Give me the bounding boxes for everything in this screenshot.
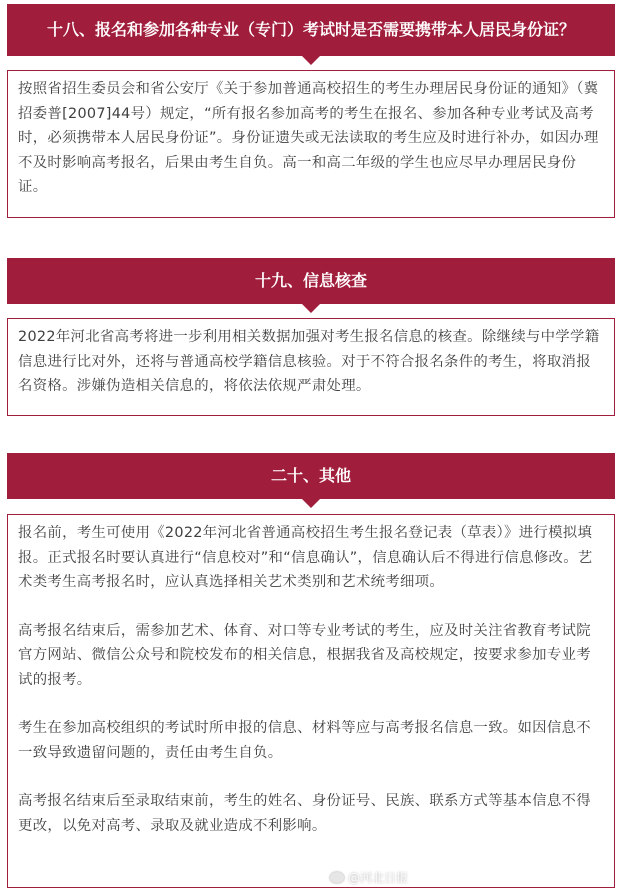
section-19-content [7,318,615,416]
section-20-header [7,453,615,499]
watermark-text: @河北日报 [347,871,408,885]
header-pointer [302,304,320,313]
paragraph: 报名前，考生可使用《2022年河北省普通高校招生考生报名登记表（草表）》进行模拟填报。正式报名时要认真进行“信息校对”和“信息确认”，信息确认后不得进行信息修改。艺术类考生高考报名时，应认真选择相关艺术类别和艺术统考细项。 [18,525,593,590]
section-19-title: 十九、信息核查 [254,271,367,290]
section-19-header [7,258,615,304]
section-18-title: 十八、报名和参加各种专业（专门）考试时是否需要携带本人居民身份证？ [46,20,575,39]
paragraph: 考生在参加高校组织的考试时所申报的信息、材料等应与高考报名信息一致。如因信息不一致导致遗留问题的，责任由考生自负。 [18,720,591,761]
header-pointer [302,499,320,508]
section-18-header [7,4,615,56]
header-pointer [302,56,320,65]
paragraph: 按照省招生委员会和省公安厅《关于参加普通高校招生的考生办理居民身份证的通知》（冀招委普[2007]44号）规定，“所有报名参加高考的考生在报名、参加各种专业考试及高考时，必须携带本人居民身份证”。身份证遗失或无法读取的考生应及时进行补办，如因办理不及时影响高考报名，后果由考生自负。高一和高二年级的学生也应尽早办理居民身份证。 [18,81,599,195]
paragraph: 高考报名结束后，需参加艺术、体育、对口等专业考试的考生，应及时关注省教育考试院官方网站、微信公众号和院校发布的相关信息，根据我省及高校规定，按要求参加专业考试的报考。 [18,622,591,688]
weibo-icon [330,872,344,883]
section-20-title: 二十、其他 [270,466,351,485]
section-18-content [7,70,615,218]
watermark [330,869,408,886]
section-20-content [7,514,615,888]
paragraph: 高考报名结束后至录取结束前，考生的姓名、身份证号、民族、联系方式等基本信息不得更改，以免对高考、录取及就业造成不利影响。 [18,793,591,834]
paragraph: 2022年河北省高考将进一步利用相关数据加强对考生报名信息的核查。除继续与中学学籍信息进行比对外，还将与普通高校学籍信息核验。对于不符合报名条件的考生，将取消报名资格。涉嫌伪造相关信息的，将依法依规严肃处理。 [18,329,600,394]
